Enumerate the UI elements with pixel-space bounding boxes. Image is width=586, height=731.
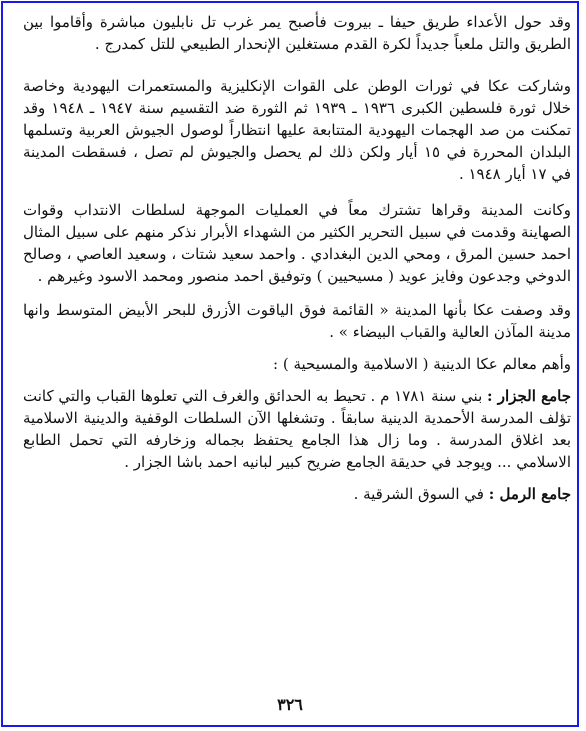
page-number: ٣٢٦ [277,695,303,714]
paragraph-jazzar-mosque [23,385,571,473]
paragraph-text: وأهم معالم عكا الدينية ( الاسلامية والمسيحية ) : [273,355,571,373]
paragraph-martyrs [23,199,571,287]
paragraph-road-change [23,11,571,55]
paragraph-text: وكانت المدينة وقراها تشترك معاً في العمليات الموجهة لسلطات الانتداب وقوات الصهاينة وقدمت في سبيل التحرير الكثير من الشهداء الأبرار نذكر منهم على سبيل المثال احمد حسين المرق ، ومحي الدين البغدادي . واحمد سعيد شتات ، وسعيد العاصي ، وصالح الدوخي وجدعون وفايز عويد ( مسيحيين ) وتوفيق احمد منصور ومحمد الاسود وغيرهم . [23,201,571,285]
paragraph-text: بني سنة ١٧٨١ م . تحيط به الحدائق والغرف التي تعلوها القباب والتي كانت تؤلف المدرسة الأحمدية الدينية سابقاً . وتشغلها الآن السلطات الوقفية والدينية الاسلامية بعد اغلاق المدرسة . وما زال هذا الجامع يحتفظ بجماله وزخارفه التي تحمل الطابع الاسلامي ... ويوجد في حديقة الجامع ضريح كبير لبانيه احمد باشا الجزار . [23,387,571,471]
paragraph-text: وقد وصفت عكا بأنها المدينة « القائمة فوق الياقوت الأزرق للبحر الأبيض المتوسط وانها مدينة المآذن العالية والقباب البيضاء » . [23,301,571,341]
page-frame [1,1,579,727]
paragraph-description [23,299,571,343]
mosque-name-jazzar: جامع الجزار : [487,387,572,405]
paragraph-revolutions [23,75,571,185]
paragraph-raml-mosque [23,483,571,505]
paragraph-text: وشاركت عكا في ثورات الوطن على القوات الإنكليزية والمستعمرات اليهودية وخاصة خلال ثورة فلسطين الكبرى ١٩٣٦ ـ ١٩٣٩ ثم الثورة ضد التقسيم سنة ١٩٤٧ ـ ١٩٤٨ وقد تمكنت من صد الهجمات اليهودية المتتابعة عليها انتظاراً لوصول الجيوش العربية وتسلمها البلدان المحررة في ١٥ أيار ولكن ذلك لم يحصل والجيوش لم تصل ، فسقطت المدينة في ١٧ أيار ١٩٤٨ . [23,77,571,183]
paragraph-text: في السوق الشرقية . [353,485,489,503]
paragraph-landmarks-heading [23,353,571,375]
document-page [23,11,571,513]
paragraph-text: وقد حول الأعداء طريق حيفا ـ بيروت فأصبح يمر غرب تل نابليون مباشرة وأقاموا بين الطريق والتل ملعباً جديداً لكرة القدم مستغلين الإنحدار الطبيعي للتل كمدرج . [23,13,571,53]
mosque-name-raml: جامع الرمل : [488,485,571,503]
